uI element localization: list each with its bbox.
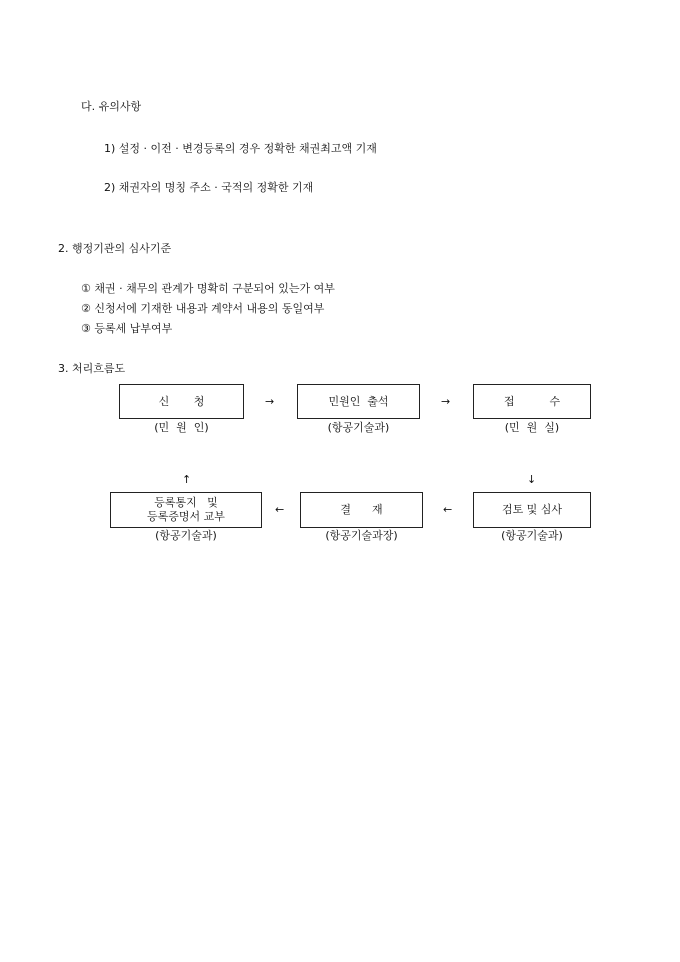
arrow-left-1: ← <box>275 503 285 516</box>
arrow-left-2: ← <box>443 503 453 516</box>
flow-box-apply <box>119 384 244 419</box>
flow-caption-apply: (민 원 인) <box>154 421 209 434</box>
section-2-item-1: ① 채권 · 채무의 관계가 명확히 구분되어 있는가 여부 <box>81 282 335 295</box>
flow-caption-civil-output: (항공기술과) <box>327 421 390 434</box>
section-2-item-3: ③ 등록세 납부여부 <box>81 322 173 335</box>
arrow-up: ↑ <box>182 473 192 486</box>
flow-box-receipt-label: 접 수 <box>503 394 561 408</box>
flow-box-apply-label: 신 청 <box>158 394 205 408</box>
section-2-heading: 2. 행정기관의 심사기준 <box>58 242 172 255</box>
arrow-down: ↓ <box>527 473 537 486</box>
flow-box-review <box>473 492 591 528</box>
section-da-item-2: 2) 채권자의 명칭 주소 · 국적의 정확한 기재 <box>104 181 314 194</box>
section-2-item-2: ② 신청서에 기재한 내용과 계약서 내용의 동일여부 <box>81 302 325 315</box>
flow-box-notify-line2: 등록증명서 교부 <box>147 510 225 523</box>
flow-box-approval <box>300 492 423 528</box>
arrow-right-2: → <box>441 395 451 408</box>
section-da-heading: 다. 유의사항 <box>81 100 142 113</box>
arrow-right-1: → <box>265 395 275 408</box>
flow-box-civil-output-label: 민원인 출석 <box>328 394 389 408</box>
flow-caption-review: (항공기술과) <box>501 529 563 542</box>
flow-box-notify-line1: 등록통지 및 <box>154 496 218 509</box>
flow-caption-receipt: (민 원 실) <box>504 421 560 434</box>
flow-caption-approval: (항공기술과장) <box>325 529 398 542</box>
section-da-item-1: 1) 설정 · 이전 · 변경등록의 경우 정확한 채권최고액 기재 <box>104 142 377 155</box>
section-3-heading: 3. 처리흐름도 <box>58 362 126 375</box>
flow-box-civil-output <box>297 384 420 419</box>
flow-box-notify <box>110 492 262 528</box>
flow-box-receipt <box>473 384 591 419</box>
flow-box-review-label: 검토 및 심사 <box>501 503 563 516</box>
flow-box-approval-label: 결 재 <box>340 503 383 516</box>
flow-caption-notify: (항공기술과) <box>155 529 217 542</box>
